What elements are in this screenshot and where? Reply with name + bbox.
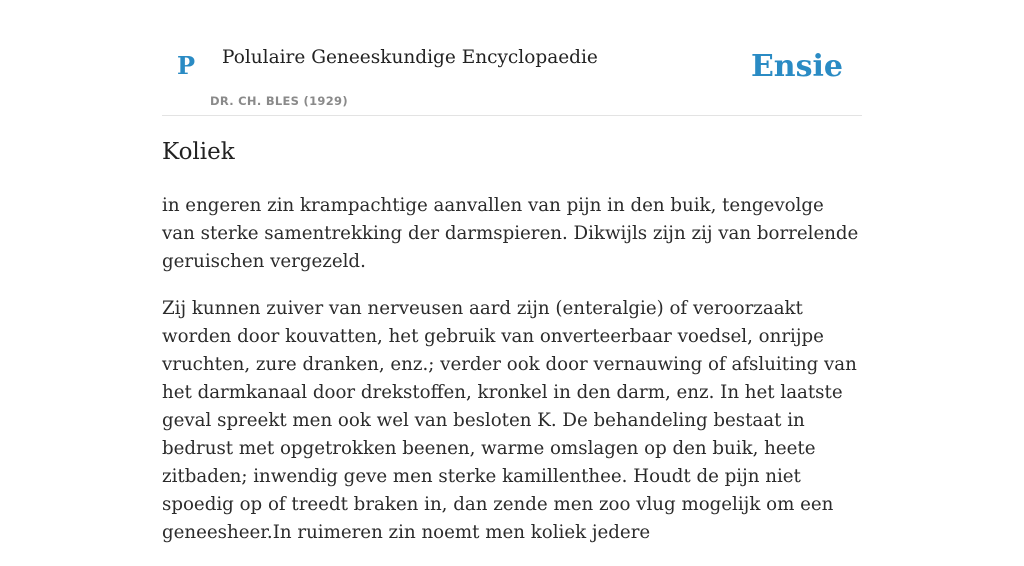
book-title-link[interactable]: Polulaire Geneeskundige Encyclopaedie <box>222 47 598 68</box>
entry-paragraph: Zij kunnen zuiver van nerveusen aard zijn (enteralgie) of veroorzaakt worden door kouvatten, het gebruik van onverteerbaar voedsel, onrijpe vruchten, zure dranken, enz.; verder ook door vernauwing of afsluiting van het darmkanaal door drekstoffen, kronkel in den darm, enz. In het laatste geval spreekt men ook wel van besloten K. De behandeling bestaat in bedrust met opgetrokken beenen, warme omslagen op den buik, heete zitbaden; inwendig geve men sterke kamillenthee. Houdt de pijn niet spoedig op of treedt braken in, dan zende men zoo vlug mogelijk om een geneesheer.In ruimeren zin noemt men koliek jedere <box>162 298 857 543</box>
header <box>162 40 862 116</box>
book-author: DR. CH. BLES (1929) <box>210 94 348 108</box>
entry-body <box>162 192 862 566</box>
entry-title: Koliek <box>162 139 235 165</box>
entry-paragraph: in engeren zin krampachtige aanvallen van pijn in den buik, tengevolge van sterke samentrekking der darmspieren. Dikwijls zijn zij van borrelende geruischen vergezeld. <box>162 195 859 272</box>
book-logo-letter[interactable]: P <box>177 51 196 80</box>
brand-logo[interactable]: Ensie <box>750 49 843 84</box>
